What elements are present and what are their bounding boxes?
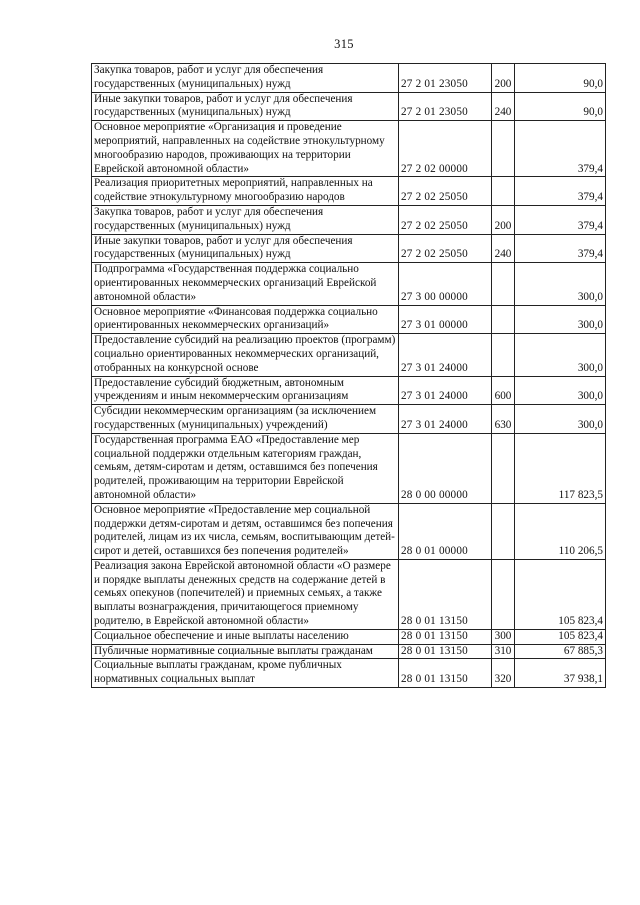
row-amount: 300,0	[515, 263, 606, 305]
row-expense-type: 240	[492, 234, 515, 263]
row-expense-type	[492, 177, 515, 206]
table-row	[92, 376, 606, 405]
row-amount: 379,4	[515, 177, 606, 206]
row-name: Иные закупки товаров, работ и услуг для обеспечения государственных (муниципальных) нужд	[92, 234, 399, 263]
page-number: 315	[334, 37, 354, 51]
row-amount: 379,4	[515, 234, 606, 263]
row-name: Подпрограмма «Государственная поддержка социально ориентированных некоммерческих организаций Еврейской автономной области»	[92, 263, 399, 305]
row-amount: 379,4	[515, 205, 606, 234]
table-row	[92, 503, 606, 559]
row-target-code: 27 3 00 00000	[399, 263, 492, 305]
row-target-code: 27 3 01 24000	[399, 376, 492, 405]
row-name: Субсидии некоммерческим организациям (за исключением государственных (муниципальных) учреждений)	[92, 405, 399, 434]
row-target-code: 28 0 01 13150	[399, 559, 492, 629]
row-name: Реализация приоритетных мероприятий, направленных на содействие этнокультурному многообразию народов	[92, 177, 399, 206]
row-target-code: 28 0 01 13150	[399, 629, 492, 644]
row-expense-type	[492, 121, 515, 177]
row-expense-type	[492, 559, 515, 629]
table-row	[92, 644, 606, 659]
row-target-code: 27 2 02 25050	[399, 205, 492, 234]
row-name: Закупка товаров, работ и услуг для обеспечения государственных (муниципальных) нужд	[92, 64, 399, 93]
table-row	[92, 559, 606, 629]
row-expense-type: 310	[492, 644, 515, 659]
row-target-code: 27 2 02 00000	[399, 121, 492, 177]
table-row	[92, 234, 606, 263]
row-expense-type	[492, 503, 515, 559]
table-row	[92, 92, 606, 121]
row-amount: 90,0	[515, 64, 606, 93]
row-expense-type: 240	[492, 92, 515, 121]
row-amount: 37 938,1	[515, 659, 606, 688]
row-target-code: 27 2 01 23050	[399, 64, 492, 93]
table-row	[92, 629, 606, 644]
row-target-code: 27 2 01 23050	[399, 92, 492, 121]
row-amount: 379,4	[515, 121, 606, 177]
row-name: Предоставление субсидий на реализацию проектов (программ) социально ориентированных некоммерческих организаций, отобранных на конкурсной основе	[92, 334, 399, 376]
row-target-code: 28 0 01 00000	[399, 503, 492, 559]
row-name: Государственная программа ЕАО «Предоставление мер социальной поддержки отдельным категориям граждан, семьям, детям-сиротам и детям, оставшимся без попечения родителей, проживающим на территории Еврейской автономной области»	[92, 433, 399, 503]
table-row	[92, 177, 606, 206]
row-amount: 105 823,4	[515, 629, 606, 644]
row-amount: 117 823,5	[515, 433, 606, 503]
table-row	[92, 433, 606, 503]
row-expense-type: 320	[492, 659, 515, 688]
row-amount: 300,0	[515, 405, 606, 434]
row-name: Основное мероприятие «Организация и проведение мероприятий, направленных на содействие этнокультурному многообразию народов, проживающих на территории Еврейской автономной области»	[92, 121, 399, 177]
row-amount: 67 885,3	[515, 644, 606, 659]
budget-table-body	[92, 64, 606, 688]
table-row	[92, 205, 606, 234]
row-amount: 90,0	[515, 92, 606, 121]
table-row	[92, 305, 606, 334]
row-name: Социальные выплаты гражданам, кроме публичных нормативных социальных выплат	[92, 659, 399, 688]
row-expense-type	[492, 263, 515, 305]
row-target-code: 28 0 01 13150	[399, 659, 492, 688]
row-expense-type: 200	[492, 205, 515, 234]
table-row	[92, 405, 606, 434]
row-expense-type	[492, 334, 515, 376]
row-target-code: 28 0 01 13150	[399, 644, 492, 659]
row-expense-type: 200	[492, 64, 515, 93]
row-name: Основное мероприятие «Предоставление мер социальной поддержки детям-сиротам и детям, оставшимся без попечения родителей, лицам из их числа, семьям, воспитывающим детей-сирот и детей, оставшихся без попечения родителей»	[92, 503, 399, 559]
row-target-code: 27 2 02 25050	[399, 234, 492, 263]
row-amount: 300,0	[515, 305, 606, 334]
row-amount: 110 206,5	[515, 503, 606, 559]
row-name: Публичные нормативные социальные выплаты гражданам	[92, 644, 399, 659]
row-target-code: 28 0 00 00000	[399, 433, 492, 503]
row-amount: 300,0	[515, 334, 606, 376]
row-name: Иные закупки товаров, работ и услуг для обеспечения государственных (муниципальных) нужд	[92, 92, 399, 121]
row-expense-type: 600	[492, 376, 515, 405]
budget-table	[91, 63, 606, 688]
row-target-code: 27 3 01 24000	[399, 334, 492, 376]
row-name: Реализация закона Еврейской автономной области «О размере и порядке выплаты денежных средств на содержание детей в семьях опекунов (попечителей) и приемных семьях, а также выплаты вознаграждения, причитающегося приемному родителю, в Еврейской автономной области»	[92, 559, 399, 629]
row-name: Предоставление субсидий бюджетным, автономным учреждениям и иным некоммерческим организациям	[92, 376, 399, 405]
row-expense-type: 630	[492, 405, 515, 434]
table-row	[92, 334, 606, 376]
row-target-code: 27 3 01 24000	[399, 405, 492, 434]
row-expense-type	[492, 433, 515, 503]
row-expense-type	[492, 305, 515, 334]
table-row	[92, 659, 606, 688]
row-amount: 300,0	[515, 376, 606, 405]
row-target-code: 27 3 01 00000	[399, 305, 492, 334]
row-name: Закупка товаров, работ и услуг для обеспечения государственных (муниципальных) нужд	[92, 205, 399, 234]
row-name: Основное мероприятие «Финансовая поддержка социально ориентированных некоммерческих организаций»	[92, 305, 399, 334]
row-amount: 105 823,4	[515, 559, 606, 629]
table-row	[92, 263, 606, 305]
table-row	[92, 64, 606, 93]
row-target-code: 27 2 02 25050	[399, 177, 492, 206]
row-name: Социальное обеспечение и иные выплаты населению	[92, 629, 399, 644]
table-row	[92, 121, 606, 177]
row-expense-type: 300	[492, 629, 515, 644]
